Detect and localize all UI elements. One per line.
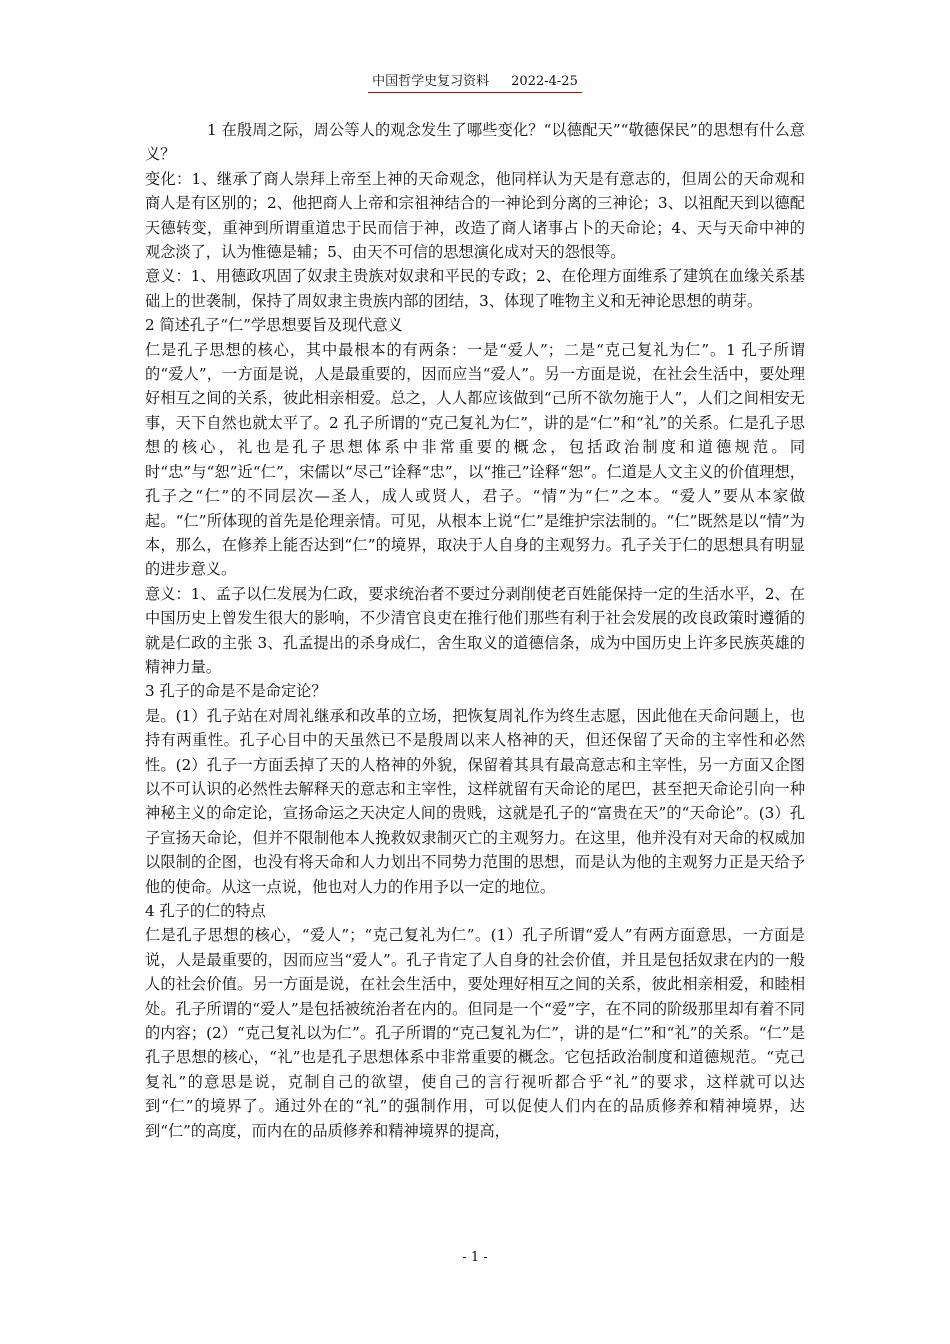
page-header — [0, 70, 950, 93]
header-date: 2022-4-25 — [511, 74, 578, 89]
page-number: - 1 - — [462, 1250, 488, 1265]
question-1-changes: 变化：1、继承了商人崇拜上帝至上神的天命观念，他同样认为天是有意志的，但周公的天命观和商人是有区别的；2、他把商人上帝和宗祖神结合的一神论到分离的三神论；3、以祖配天到以德配天德转变，重神到所谓重道忠于民而信于神，改造了商人诸事占卜的天命论；4、天与天命中神的观念淡了，认为惟德是辅；5、由天不可信的思想演化成对天的怨恨等。 — [145, 169, 805, 262]
header-title: 中国哲学史复习资料 — [372, 74, 490, 89]
question-2-answer: 仁是孔子思想的核心，其中最根本的有两条：一是“爱人”；二是“克己复礼为仁”。1 孔子所谓的“爱人”，一方面是说，人是最重要的，因而应当“爱人”。另一方面是说，在社会生活中，要处理好相互之间的关系，彼此相亲相爱。总之，人人都应该做到“己所不欲勿施于人”，人们之间相安无事，天下自然也就太平了。2 孔子所谓的“克己复礼为仁”，讲的是“仁”和“礼”的关系。仁是孔子思想的核心，礼也是孔子思想体系中非常重要的概念，包括政治制度和道德规范。同时“忠”与“恕”近“仁”，宋儒以“尽己”诠释“忠”，以“推己”诠释“恕”。仁道是人文主义的价值理想，孔子之“仁”的不同层次—圣人，成人或贤人，君子。“情”为“仁”之本。“爱人”要从本家做起。“仁”所体现的首先是伦理亲情。可见，从根本上说“仁”是维护宗法制的。“仁”既然是以“情”为本，那么，在修养上能否达到“仁”的境界，取决于人自身的主观努力。孔子关于仁的思想具有明显的进步意义。 — [145, 340, 805, 579]
question-4-answer: 仁是孔子思想的核心，“爱人”；“克己复礼为仁”。(1）孔子所谓“爱人”有两方面意思，一方面是说，人是最重要的，因而应当“爱人”。孔子肯定了人自身的社会价值，并且是包括奴隶在内的一般人的社会价值。另一方面是说，在社会生活中，要处理好相互之间的关系，彼此相亲相爱，和睦相处。孔子所谓的“爱人”是包括被统治者在内的。但同是一个“爱”字，在不同的阶级那里却有着不同的内容；(2）“克己复礼以为仁”。孔子所谓的“克己复礼为仁”，讲的是“仁”和“礼”的关系。“仁”是孔子思想的核心，“礼”也是孔子思想体系中非常重要的概念。它包括政治制度和道德规范。“克己复礼”的意思是说，克制自己的欲望，使自己的言行视听都合乎“礼”的要求，这样就可以达到“仁”的境界了。通过外在的“礼”的强制作用，可以促使人们内在的品质修养和精神境界，达到“仁”的高度，而内在的品质修养和精神境界的提高， — [145, 926, 805, 1140]
question-2-heading: 2 简述孔子“仁”学思想要旨及现代意义 — [145, 316, 403, 335]
question-4-heading: 4 孔子的仁的特点 — [145, 902, 266, 920]
question-2-significance: 意义：1、孟子以仁发展为仁政，要求统治者不要过分剥削使老百姓能保持一定的生活水平，2、在中国历史上曾发生很大的影响，不少清官良吏在推行他们那些有利于社会发展的改良政策时遵循的就是仁政的主张 3、孔孟提出的杀身成仁，舍生取义的道德信条，成为中国历史上许多民族英雄的精神力量。 — [145, 584, 805, 676]
question-3-answer: 是。(1）孔子站在对周礼继承和改革的立场，把恢复周礼作为终生志愿，因此他在天命问题上，也持有两重性。孔子心目中的天虽然已不是殷周以来人格神的天，但还保留了天命的主宰性和必然性。(2）孔子一方面丢掉了天的人格神的外貌，保留着其具有最高意志和主宰性，另一方面又企图以不可认识的必然性去解释天的意志和主宰性，这样就留有天命论的尾巴，甚至把天命论引向一种神秘主义的命定论，宣扬命运之天决定人间的贵贱，这就是孔子的“富贵在天”的“天命论”。(3）孔子宣扬天命论，但并不限制他本人挽救奴隶制灭亡的主观努力。在这里，他并没有对天命的权威加以限制的企图，也没有将天命和人力划出不同势力范围的思想，而是认为他的主观努力正是天给予他的使命。从这一点说，他也对人力的作用予以一定的地位。 — [145, 706, 805, 896]
question-1-heading: 1 在殷周之际，周公等人的观念发生了哪些变化？“以德配天”“敬德保民”的思想有什么意义？ — [145, 121, 805, 164]
question-1-significance: 意义：1、用德政巩固了奴隶主贵族对奴隶和平民的专政；2、在伦理方面维系了建筑在血缘关系基础上的世袭制，保持了周奴隶主贵族内部的团结，3、体现了唯物主义和无神论思想的萌芽。 — [145, 267, 805, 310]
header-underline — [368, 70, 582, 93]
question-3-heading: 3 孔子的命是不是命定论？ — [145, 682, 327, 701]
document-body — [145, 118, 805, 1143]
